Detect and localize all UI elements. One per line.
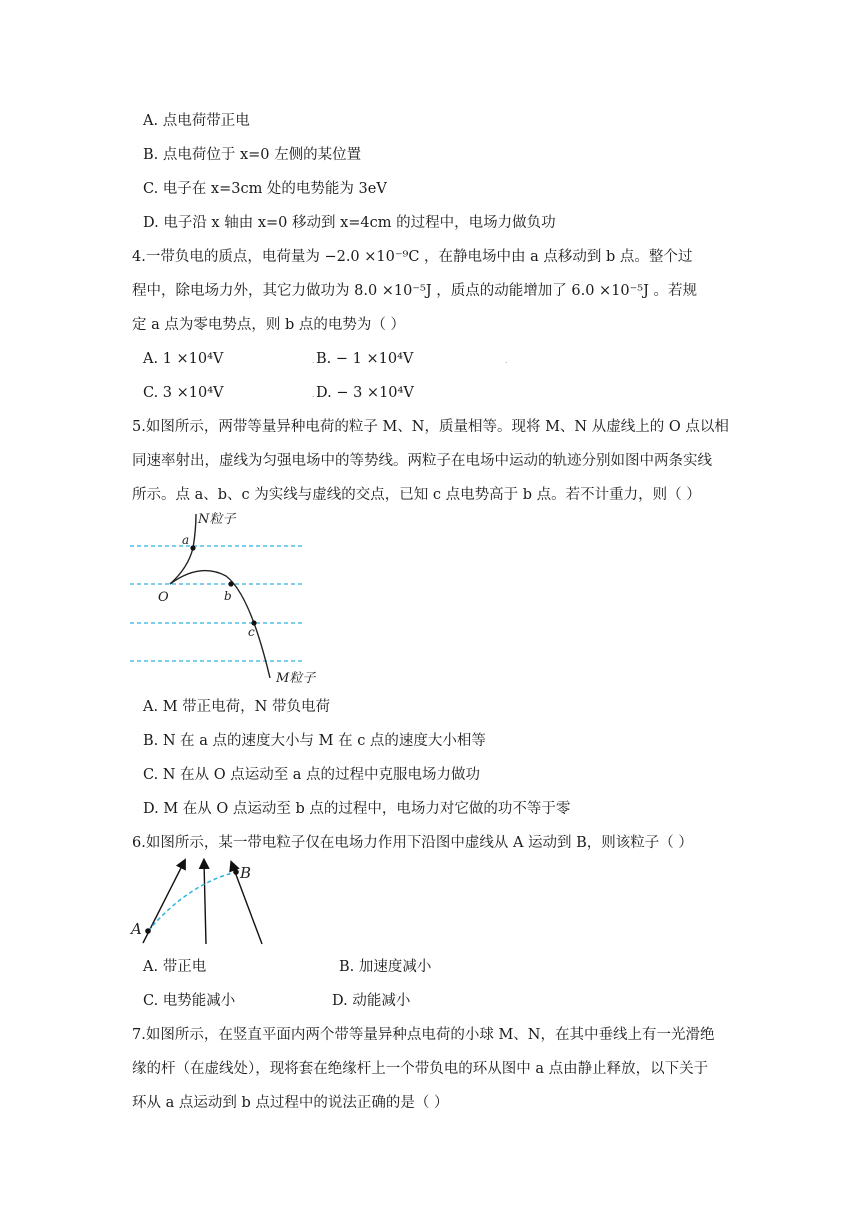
equipotential-lines: [130, 546, 302, 661]
label-c: c: [248, 625, 255, 639]
q5-option-d: D. M 在从 O 点运动至 b 点的过程中，电场力对它做的功不等于零: [143, 801, 571, 817]
label-b: B: [240, 864, 252, 882]
q4-option-c: C. 3 ×10⁴V: [143, 385, 224, 401]
q5-option-a: A. M 带正电荷，N 带负电荷: [143, 699, 330, 715]
label-o: O: [158, 590, 169, 605]
stray-mark: .: [312, 390, 315, 399]
q4-stem-line1: 4.一带负电的质点，电荷量为 −2.0 ×10⁻⁹C ，在静电场中由 a 点移动到 b 点。整个过: [132, 249, 693, 265]
stray-mark: .: [312, 356, 315, 365]
q5-stem-line3: 所示。点 a、b、c 为实线与虚线的交点，已知 c 点电势高于 b 点。若不计重力，则（ ）: [132, 487, 701, 503]
q6-option-c: C. 电势能减小: [143, 993, 236, 1009]
field-line: [204, 862, 206, 944]
stray-mark: .: [505, 356, 508, 365]
q3-option-b: B. 点电荷位于 x=0 左侧的某位置: [143, 147, 362, 163]
q5-stem-line2: 同速率射出，虚线为匀强电场中的等势线。两粒子在电场中运动的轨迹分别如图中两条实线: [132, 453, 712, 469]
q4-stem-line2: 程中，除电场力外，其它力做功为 8.0 ×10⁻⁵J ，质点的动能增加了 6.0 ×10⁻⁵J 。若规: [132, 283, 698, 299]
label-a: a: [182, 533, 190, 547]
particle-path: [148, 872, 236, 931]
label-a: A: [131, 920, 142, 938]
q4-option-d: D. − 3 ×10⁴V: [316, 385, 414, 401]
q6-figure: [128, 856, 273, 948]
point-b: [233, 869, 239, 875]
q3-option-c: C. 电子在 x=3cm 处的电势能为 3eV: [143, 181, 387, 197]
q7-stem-line2: 缘的杆（在虚线处），现将套在绝缘杆上一个带负电的环从图中 a 点由静止释放，以下关于: [132, 1061, 709, 1077]
q7-stem-line1: 7.如图所示，在竖直平面内两个带等量异种点电荷的小球 M、N，在其中垂线上有一光滑绝: [132, 1027, 715, 1043]
q6-option-b: B. 加速度减小: [339, 959, 432, 975]
point-a: [190, 545, 195, 550]
point-b: [228, 581, 233, 586]
q4-option-a: A. 1 ×10⁴V: [143, 351, 224, 367]
q4-option-b: B. − 1 ×10⁴V: [316, 351, 414, 367]
q3-option-a: A. 点电荷带正电: [143, 113, 250, 129]
q5-option-b: B. N 在 a 点的速度大小与 M 在 c 点的速度大小相等: [143, 733, 486, 749]
n-particle-label: N粒子: [198, 512, 236, 527]
q3-option-d: D. 电子沿 x 轴由 x=0 移动到 x=4cm 的过程中，电场力做负功: [143, 215, 556, 231]
m-particle-label: M粒子: [276, 671, 316, 686]
q6-stem-line1: 6.如图所示，某一带电粒子仅在电场力作用下沿图中虚线从 A 运动到 B，则该粒子（ ）: [132, 835, 693, 851]
q5-option-c: C. N 在从 O 点运动至 a 点的过程中克服电场力做功: [143, 767, 481, 783]
q5-figure: [130, 508, 340, 686]
q7-stem-line3: 环从 a 点运动到 b 点过程中的说法正确的是（ ）: [132, 1095, 449, 1111]
point-a: [145, 928, 151, 934]
q5-stem-line1: 5.如图所示，两带等量异种电荷的粒子 M、N，质量相等。现将 M、N 从虚线上的 O 点以相: [132, 419, 729, 435]
q4-stem-line3: 定 a 点为零电势点，则 b 点的电势为（ ）: [132, 317, 405, 333]
q6-option-d: D. 动能减小: [332, 993, 411, 1009]
label-b: b: [224, 589, 232, 603]
q6-option-a: A. 带正电: [143, 959, 207, 975]
